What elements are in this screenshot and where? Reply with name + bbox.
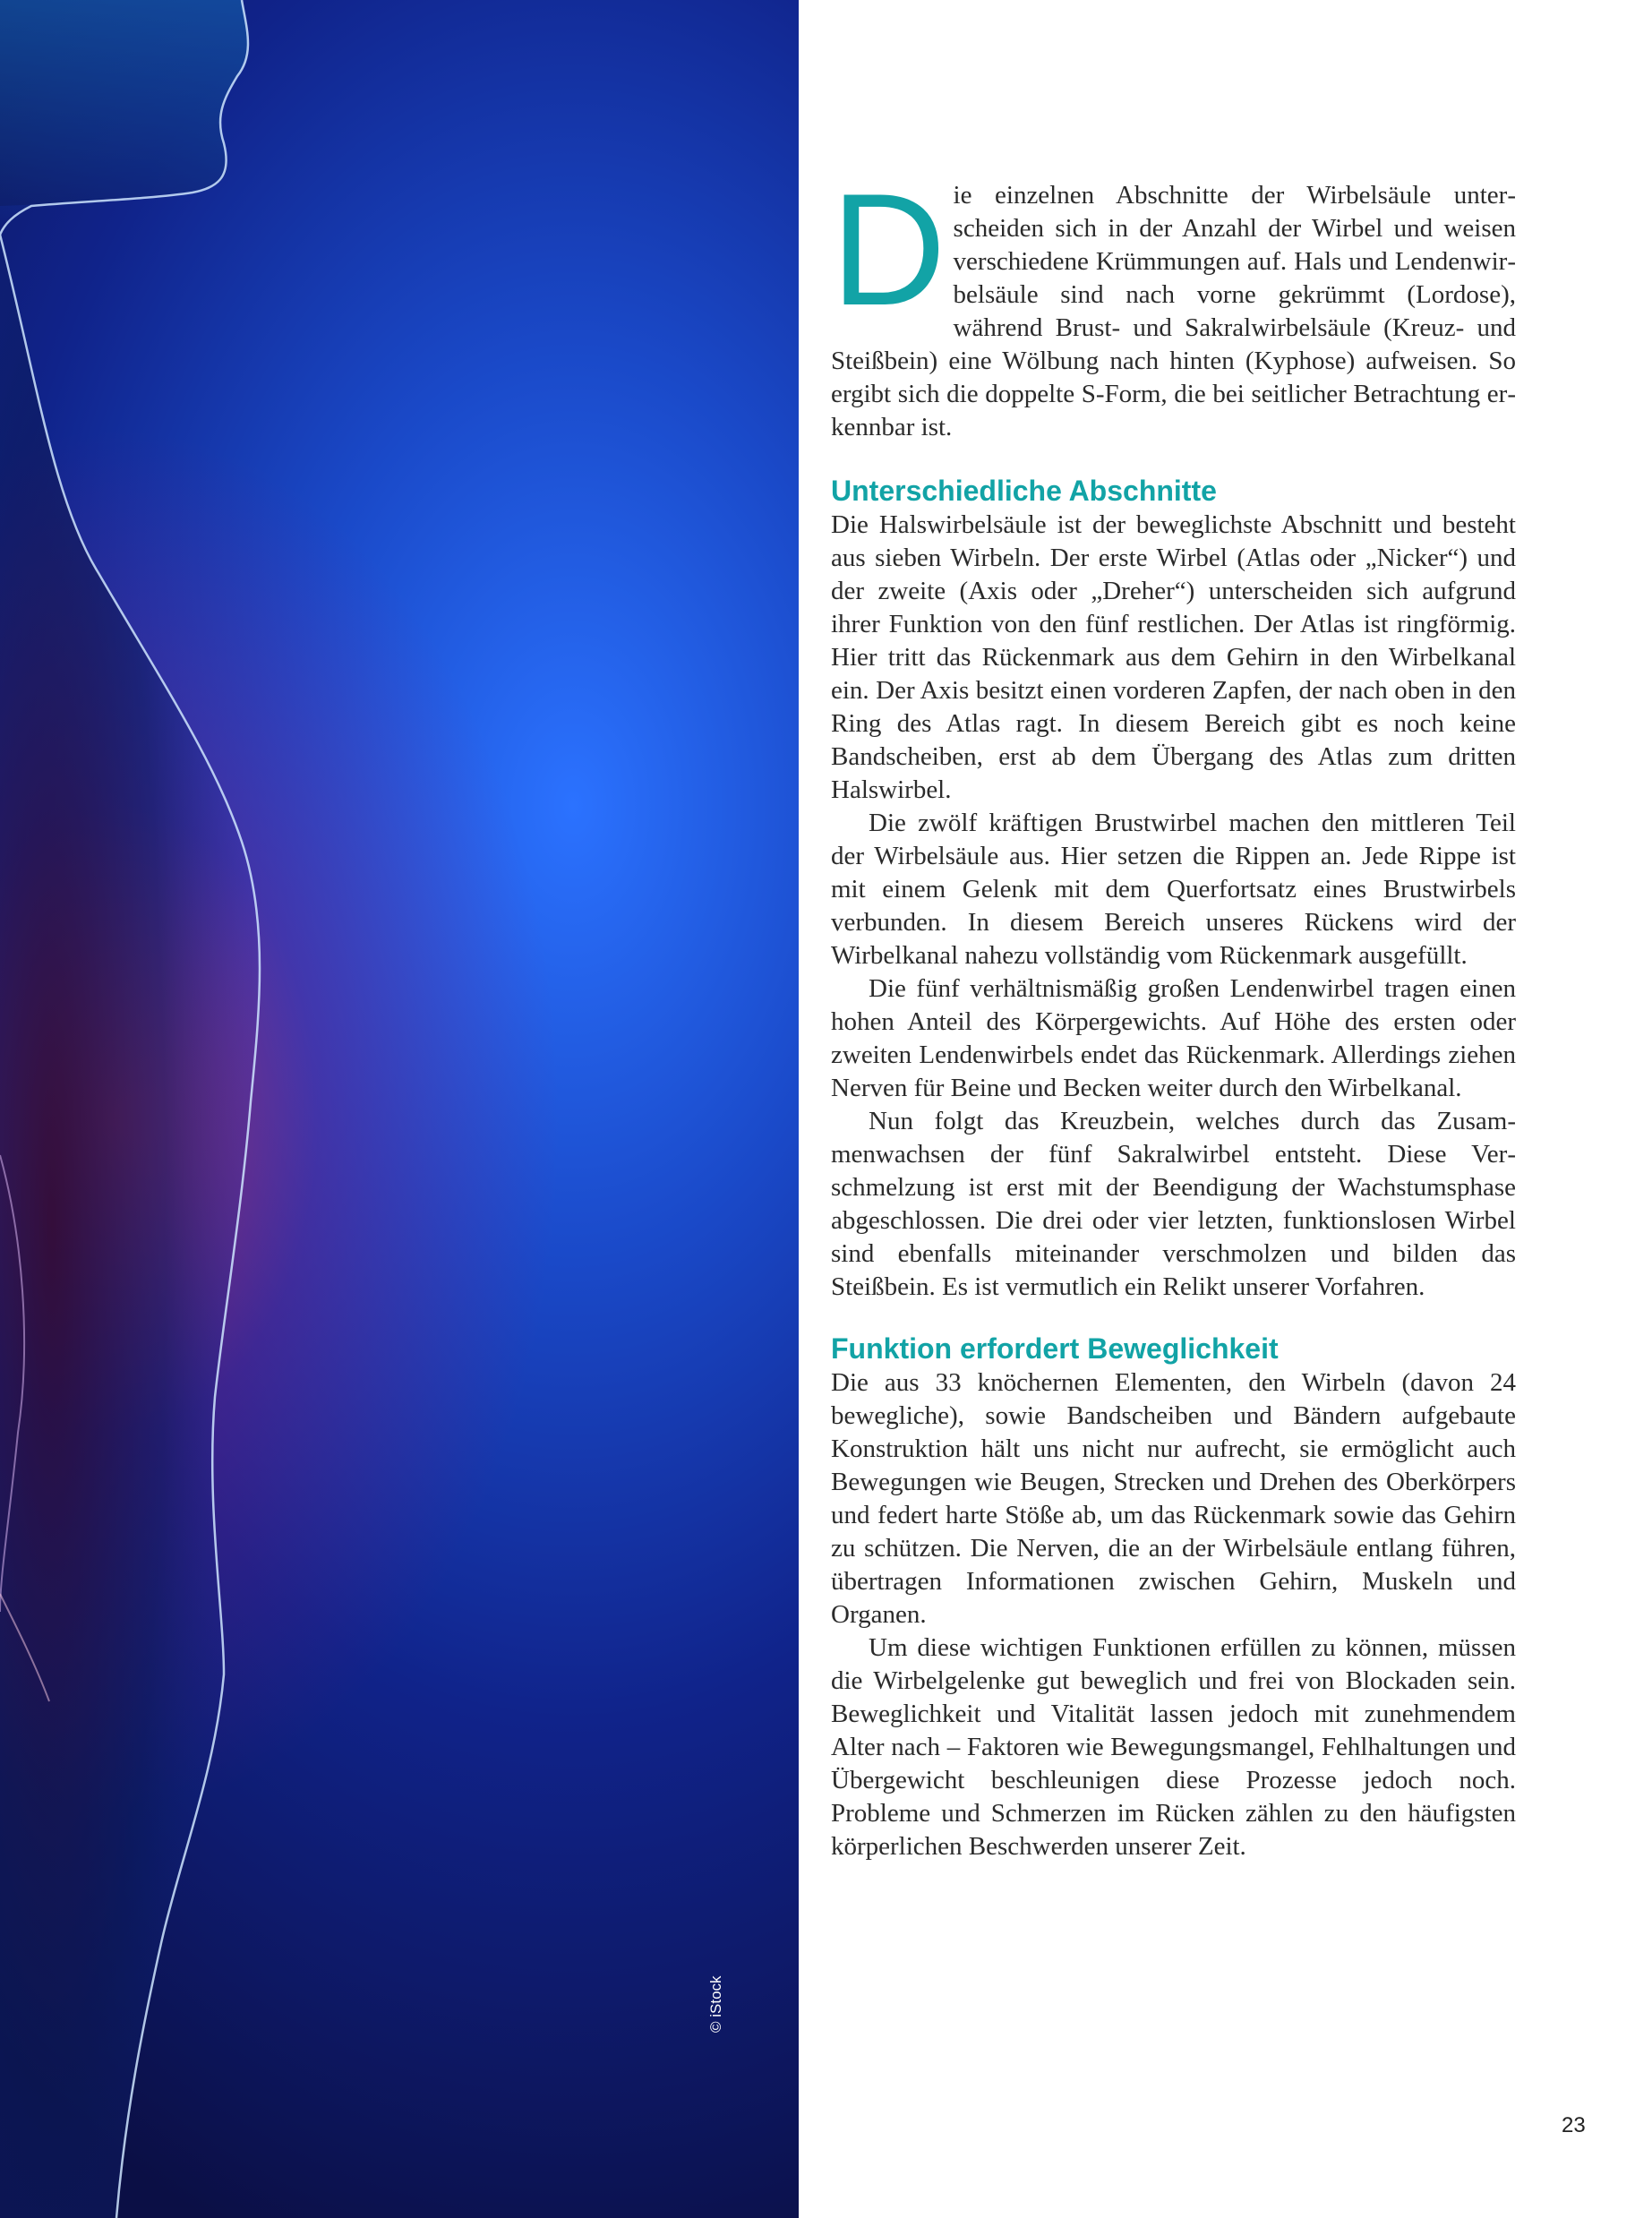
intro-text: ie einzelnen Abschnitte der Wirbelsäule unterscheiden sich in der Anzahl der Wirbel und weisen verschiedene Krümmungen auf. Hals und Lendenwirbelsäule sind nach vorne gekrümmt (Lordose), während Brust- und Sakralwirbelsäule (Kreuz- und Steißbein) eine Wölbung nach hinten (Kyphose) aufweisen. So ergibt sich die doppelte S-Form, die bei seitlicher Betrachtung erkennbar ist. xyxy=(831,181,1516,441)
body-paragraph: Die Halswirbelsäule ist der beweglichste Abschnitt und besteht aus sieben Wirbeln. Der erste Wirbel (Atlas oder „Nicker“) und der zweite (Axis oder „Dreher“) unterscheiden sich aufgrund ihrer Funktion von den fünf restlichen. Der Atlas ist ringförmig. Hier tritt das Rückenmark aus dem Gehirn in den Wirbelkanal ein. Der Axis besitzt einen vorderen Zapfen, der nach oben in den Ring des Atlas ragt. In diesem Bereich gibt es noch keine Bandscheiben, erst ab dem Übergang des Atlas zum dritten Halswirbel. xyxy=(831,510,1516,804)
body-paragraph: Die zwölf kräftigen Brustwirbel machen den mittleren Teil der Wirbelsäule aus. Hier setzen die Rippen an. Jede Rippe ist mit einem Gelenk mit dem Querfortsatz eines Brustwirbels verbunden. In diesem Bereich unseres Rückens wird der Wirbelkanal nahezu vollständig vom Rückenmark ausgefüllt. xyxy=(831,809,1516,970)
image-credit: © iStock xyxy=(707,1975,724,2033)
body-silhouette-image xyxy=(0,0,799,2218)
article-text-column xyxy=(831,160,1516,1890)
section-unterschiedliche-abschnitte xyxy=(831,473,1516,1304)
body-paragraph: Die fünf verhältnismäßig großen Lendenwirbel tragen einen hohen Anteil des Körpergewichts. Auf Höhe des ersten oder zweiten Lendenwirbels endet das Rückenmark. Allerdings ziehen Nerven für Beine und Becken weiter durch den Wirbelkanal. xyxy=(831,974,1516,1102)
silhouette-graphic xyxy=(0,0,799,2218)
section-funktion-erfordert-beweglichkeit xyxy=(831,1331,1516,1863)
body-paragraph: Um diese wichtigen Funktionen erfüllen zu können, müssen die Wirbelgelenke gut beweglich und frei von Blockaden sein. Beweglichkeit und Vitalität lassen jedoch mit zunehmendem Alter nach – Faktoren wie Bewegungsmangel, Fehlhaltungen und Übergewicht beschleunigen diese Prozesse jedoch noch. Probleme und Schmerzen im Rücken zählen zu den häufigsten körperlichen Beschwerden unserer Zeit. xyxy=(831,1633,1516,1861)
drop-cap: D xyxy=(831,160,946,338)
body-paragraph: Die aus 33 knöchernen Elementen, den Wirbeln (davon 24 bewegliche), sowie Bandscheiben und Bändern aufgebaute Konstruktion hält uns nicht nur aufrecht, sie ermöglicht auch Bewegungen wie Beugen, Strecken und Drehen des Oberkörpers und federt harte Stöße ab, um das Rückenmark sowie das Gehirn zu schützen. Die Nerven, die an der Wirbelsäule entlang führen, übertragen Informationen zwischen Gehirn, Muskeln und Organen. xyxy=(831,1368,1516,1629)
section-heading: Funktion erfordert Beweglichkeit xyxy=(831,1332,1279,1365)
page-number: 23 xyxy=(1562,2113,1586,2137)
body-paragraph: Nun folgt das Kreuzbein, welches durch das Zusammenwachsen der fünf Sakralwirbel entsteht. Diese Verschmelzung ist erst mit der Beendigung der Wachstumsphase abgeschlossen. Die drei oder vier letzten, funktionslosen Wirbel sind ebenfalls miteinander verschmolzen und bilden das Steißbein. Es ist vermutlich ein Relikt unserer Vorfahren. xyxy=(831,1107,1516,1301)
intro-paragraph xyxy=(831,160,1516,444)
section-heading: Unterschiedliche Abschnitte xyxy=(831,475,1217,507)
